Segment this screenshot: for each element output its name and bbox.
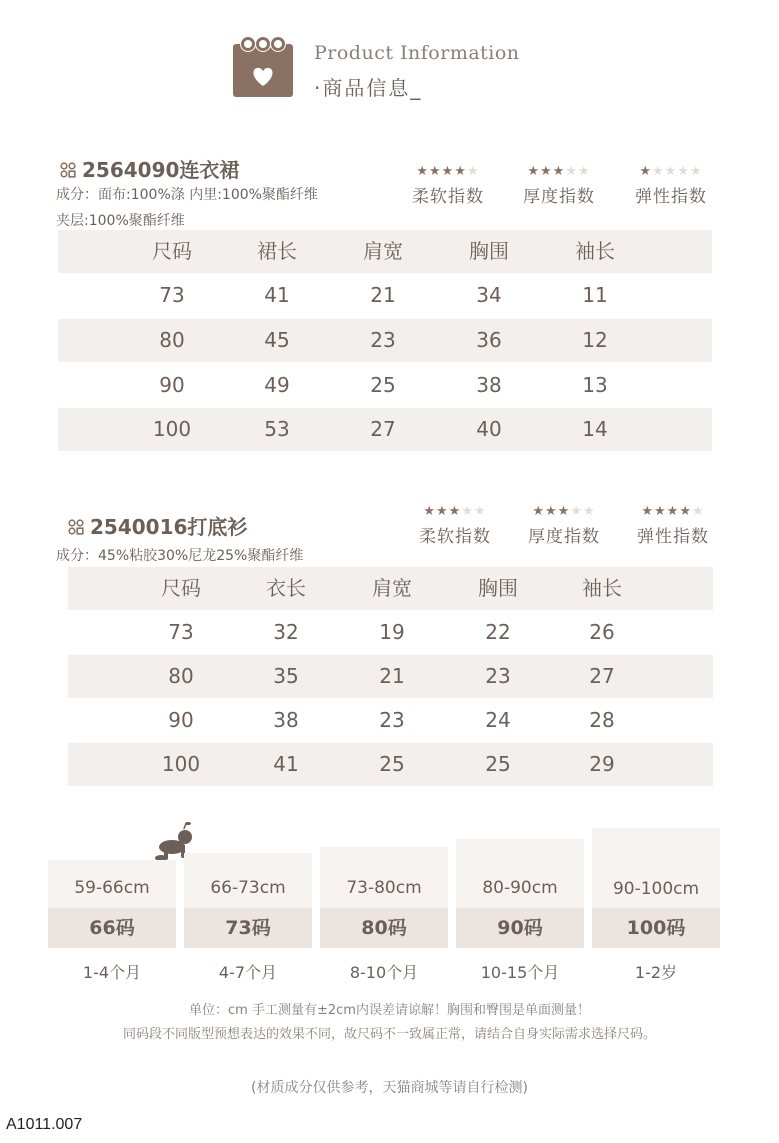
column-header: 袖长	[575, 239, 615, 263]
star-filled-icon: ★	[441, 164, 455, 179]
product2-rating-elasticity	[627, 504, 719, 547]
rating-stars	[518, 504, 610, 520]
rating-stars	[513, 164, 605, 180]
size-guide-size: 73码	[184, 908, 312, 948]
table-cell: 41	[273, 752, 299, 776]
rating-label: 弹性指数	[635, 187, 707, 207]
star-filled-icon: ★	[641, 504, 655, 519]
product1-title	[60, 154, 239, 183]
header-title-cn: ·商品信息_	[314, 76, 423, 100]
size-guide-size: 100码	[592, 908, 720, 948]
size-guide-column	[320, 847, 448, 950]
star-filled-icon: ★	[527, 164, 541, 179]
table-cell: 53	[264, 417, 290, 441]
star-filled-icon: ★	[423, 504, 437, 519]
table-cell: 21	[379, 664, 405, 688]
rating-label: 柔软指数	[412, 187, 484, 207]
header-title-en: Product Information	[314, 42, 520, 64]
size-guide-size: 90码	[456, 908, 584, 948]
star-empty-icon: ★	[689, 164, 703, 179]
rating-stars	[409, 504, 501, 520]
table-row	[58, 408, 712, 451]
rating-stars	[627, 504, 719, 520]
table-cell: 90	[159, 373, 185, 397]
size-guide-height: 66-73cm	[210, 878, 286, 898]
star-filled-icon: ★	[666, 504, 680, 519]
table-cell: 100	[152, 417, 192, 441]
rating-label: 厚度指数	[528, 527, 600, 547]
table-cell: 19	[379, 620, 405, 644]
note-measurement: 单位：cm 手工测量有±2cm内误差请谅解！胸围和臀围是单面测量！	[189, 1003, 590, 1018]
rating-label: 柔软指数	[419, 527, 491, 547]
star-filled-icon: ★	[557, 504, 571, 519]
table-cell: 49	[264, 373, 290, 397]
size-guide-column	[456, 839, 584, 950]
table-cell: 28	[589, 708, 615, 732]
product1-desc-line2: 夹层:100%聚酯纤维	[56, 213, 185, 229]
table-row	[68, 743, 713, 786]
table-cell: 23	[379, 708, 405, 732]
star-empty-icon: ★	[461, 504, 474, 519]
table-cell: 23	[485, 664, 511, 688]
product1-rating-softness	[402, 164, 494, 207]
column-header: 尺码	[161, 576, 201, 600]
product1-desc-line1: 成分：面布:100%涤 内里:100%聚酯纤维	[56, 187, 318, 203]
grid-icon	[60, 159, 76, 175]
star-empty-icon: ★	[664, 164, 678, 179]
table-cell: 26	[589, 620, 615, 644]
table-cell: 25	[485, 752, 511, 776]
table-cell: 11	[582, 283, 608, 307]
product1-rating-elasticity	[625, 164, 717, 207]
product2-rating-softness	[409, 504, 501, 547]
table-cell: 29	[589, 752, 615, 776]
star-filled-icon: ★	[429, 164, 442, 179]
star-filled-icon: ★	[552, 164, 566, 179]
table-cell: 23	[370, 328, 396, 352]
rating-label: 厚度指数	[523, 187, 595, 207]
rating-stars	[625, 164, 717, 180]
table-cell: 25	[370, 373, 396, 397]
product2-title	[68, 511, 247, 540]
table-cell: 40	[476, 417, 502, 441]
table-cell: 34	[476, 283, 502, 307]
column-header: 肩宽	[363, 239, 403, 263]
product1-title-text: 2564090连衣裙	[82, 158, 240, 182]
star-empty-icon: ★	[577, 164, 591, 179]
column-header: 裙长	[257, 239, 297, 263]
product2-rating-thickness	[518, 504, 610, 547]
star-filled-icon: ★	[436, 504, 449, 519]
note-size-variance: 同码段不同版型预想表达的效果不同，故尺码不一致属正常，请结合自身实际需求选择尺码。	[122, 1027, 656, 1042]
product-code: A1011.007	[6, 1116, 83, 1133]
size-guide-height: 80-90cm	[482, 878, 558, 898]
size-guide-column	[48, 860, 176, 950]
star-filled-icon: ★	[639, 164, 653, 179]
table-cell: 38	[273, 708, 299, 732]
table-cell: 73	[168, 620, 194, 644]
table-row	[68, 611, 713, 654]
table-row	[58, 319, 712, 362]
star-filled-icon: ★	[654, 504, 667, 519]
table-cell: 38	[476, 373, 502, 397]
table-row	[68, 699, 713, 742]
grid-icon	[68, 516, 84, 532]
star-filled-icon: ★	[545, 504, 558, 519]
note-material: (材质成分仅供参考，天猫商城等请自行检测)	[251, 1080, 528, 1096]
table-cell: 14	[582, 417, 608, 441]
table-cell: 25	[379, 752, 405, 776]
table-row	[58, 364, 712, 407]
rating-label: 弹性指数	[637, 527, 709, 547]
table-cell: 12	[582, 328, 608, 352]
star-empty-icon: ★	[565, 164, 578, 179]
table-cell: 90	[168, 708, 194, 732]
table-cell: 36	[476, 328, 502, 352]
table-row	[58, 274, 712, 317]
table-cell: 73	[159, 283, 185, 307]
product1-rating-thickness	[513, 164, 605, 207]
table-cell: 24	[485, 708, 511, 732]
column-header: 袖长	[582, 576, 622, 600]
size-guide-height: 73-80cm	[346, 878, 422, 898]
table-header-row	[68, 567, 713, 610]
size-guide-height: 90-100cm	[612, 879, 700, 899]
column-header: 胸围	[469, 239, 509, 263]
product2-title-text: 2540016打底衫	[90, 515, 248, 539]
star-empty-icon: ★	[466, 164, 480, 179]
table-cell: 21	[370, 283, 396, 307]
star-filled-icon: ★	[540, 164, 553, 179]
table-cell: 35	[273, 664, 299, 688]
table-cell: 27	[589, 664, 615, 688]
star-empty-icon: ★	[691, 504, 705, 519]
star-filled-icon: ★	[679, 504, 692, 519]
table-cell: 22	[485, 620, 511, 644]
column-header: 衣长	[266, 576, 306, 600]
star-empty-icon: ★	[570, 504, 583, 519]
size-guide-age: 4-7个月	[218, 963, 278, 982]
table-cell: 80	[168, 664, 194, 688]
table-cell: 45	[264, 328, 290, 352]
star-empty-icon: ★	[652, 164, 665, 179]
star-filled-icon: ★	[416, 164, 430, 179]
size-guide-age: 1-2岁	[634, 963, 678, 982]
size-guide-column	[184, 853, 312, 950]
star-empty-icon: ★	[473, 504, 487, 519]
table-cell: 41	[264, 283, 290, 307]
table-cell: 13	[582, 373, 608, 397]
table-row	[68, 655, 713, 698]
column-header: 尺码	[152, 239, 192, 263]
size-guide-height: 59-66cm	[74, 878, 150, 898]
table-cell: 100	[161, 752, 201, 776]
table-header-row	[58, 230, 712, 273]
table-cell: 27	[370, 417, 396, 441]
size-guide-age: 8-10个月	[349, 963, 419, 982]
star-empty-icon: ★	[582, 504, 596, 519]
column-header: 胸围	[478, 576, 518, 600]
size-guide-age: 1-4个月	[82, 963, 142, 982]
size-guide-size: 66码	[48, 908, 176, 948]
heart-bag-icon	[232, 36, 294, 98]
table-cell: 32	[273, 620, 299, 644]
star-filled-icon: ★	[454, 164, 467, 179]
star-filled-icon: ★	[448, 504, 462, 519]
star-empty-icon: ★	[677, 164, 690, 179]
size-guide-age: 10-15个月	[480, 963, 560, 982]
table-cell: 80	[159, 328, 185, 352]
product2-desc-line1: 成分：45%粘胶30%尼龙25%聚酯纤维	[56, 548, 304, 564]
size-guide-size: 80码	[320, 908, 448, 948]
star-filled-icon: ★	[532, 504, 546, 519]
column-header: 肩宽	[372, 576, 412, 600]
size-guide-column	[592, 828, 720, 950]
rating-stars	[402, 164, 494, 180]
